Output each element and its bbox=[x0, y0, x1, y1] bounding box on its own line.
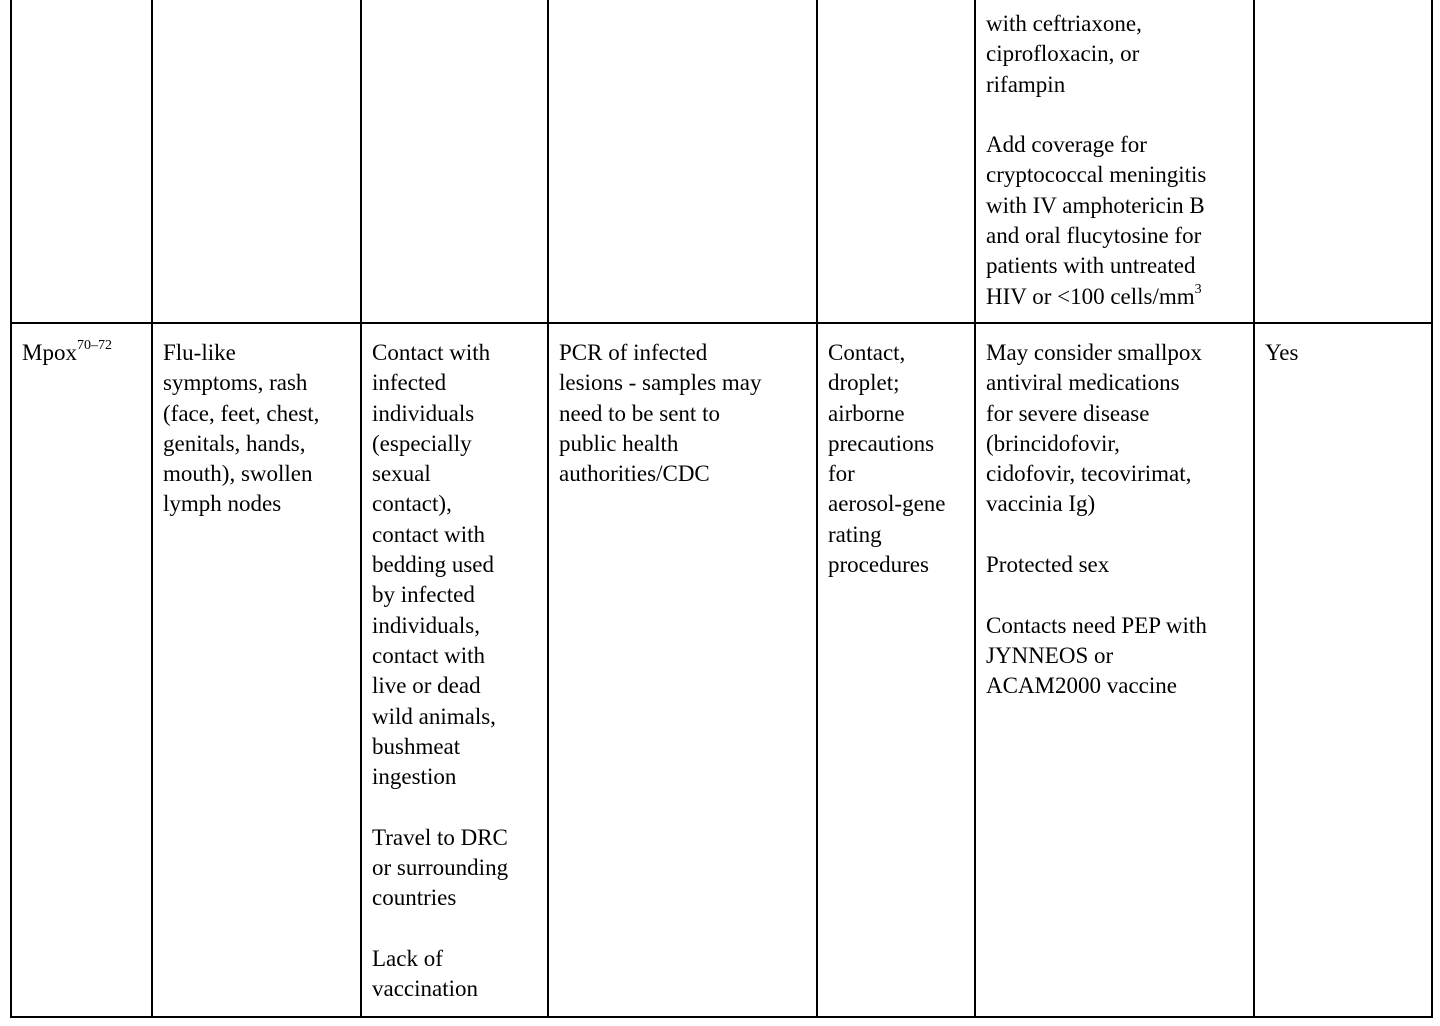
exposure-paragraph: Contact with infected individuals (especially sexual contact), contact with bedding used by infected individuals, contact with live or dead wild animals, bushmeat ingestion bbox=[372, 339, 496, 790]
cell-diagnosis bbox=[548, 323, 817, 1017]
cell-diagnosis bbox=[548, 0, 817, 323]
cell-exposure bbox=[361, 323, 548, 1017]
treatment-paragraph: Contacts need PEP with JYNNEOS or ACAM2000 vaccine bbox=[986, 612, 1207, 699]
disease-name: Mpox$^{70-72}$ bbox=[22, 338, 112, 365]
precautions-text: Contact, droplet; airborne precautions for aerosol-gene rating procedures bbox=[828, 339, 946, 578]
cell-treatment bbox=[975, 0, 1254, 323]
cell-reportable bbox=[1254, 323, 1432, 1017]
cell-reportable bbox=[1254, 0, 1432, 323]
table-row-continued bbox=[11, 0, 1432, 323]
treatment-paragraph: May consider smallpox antiviral medications for severe disease (brincidofovir, cidofovir, tecovirimat, vaccinia Ig) bbox=[986, 339, 1202, 517]
table-row-mpox bbox=[11, 323, 1432, 1017]
cell-treatment bbox=[975, 323, 1254, 1017]
cell-precautions bbox=[817, 323, 975, 1017]
diagnosis-text: PCR of infected lesions - samples may need to be sent to public health authorities/CDC bbox=[559, 339, 762, 487]
superscript: 3 bbox=[1194, 282, 1202, 298]
disease-table bbox=[10, 0, 1433, 1018]
reportable-text: Yes bbox=[1265, 339, 1299, 365]
treatment-paragraph: Protected sex bbox=[986, 552, 1110, 578]
treatment-paragraph: Add coverage for cryptococcal meningitis with IV amphotericin B and oral flucytosine for patients with untreated HIV or <100 cells/$mm^3$ bbox=[986, 132, 1207, 309]
exposure-paragraph: Lack of vaccination bbox=[372, 945, 479, 1002]
cell-disease bbox=[11, 0, 152, 323]
exposure-paragraph: Travel to DRC or surrounding countries bbox=[372, 824, 509, 911]
treatment-paragraph: with ceftriaxone, ciprofloxacin, or rifampin bbox=[986, 11, 1142, 97]
cell-disease bbox=[11, 323, 152, 1017]
cell-symptoms bbox=[152, 0, 361, 323]
cell-exposure bbox=[361, 0, 548, 323]
symptoms-text: Flu-like symptoms, rash (face, feet, chest, genitals, hands, mouth), swollen lymph nodes bbox=[163, 339, 320, 517]
cell-symptoms bbox=[152, 323, 361, 1017]
citation-superscript: 70–72 bbox=[76, 338, 112, 354]
cell-precautions bbox=[817, 0, 975, 323]
